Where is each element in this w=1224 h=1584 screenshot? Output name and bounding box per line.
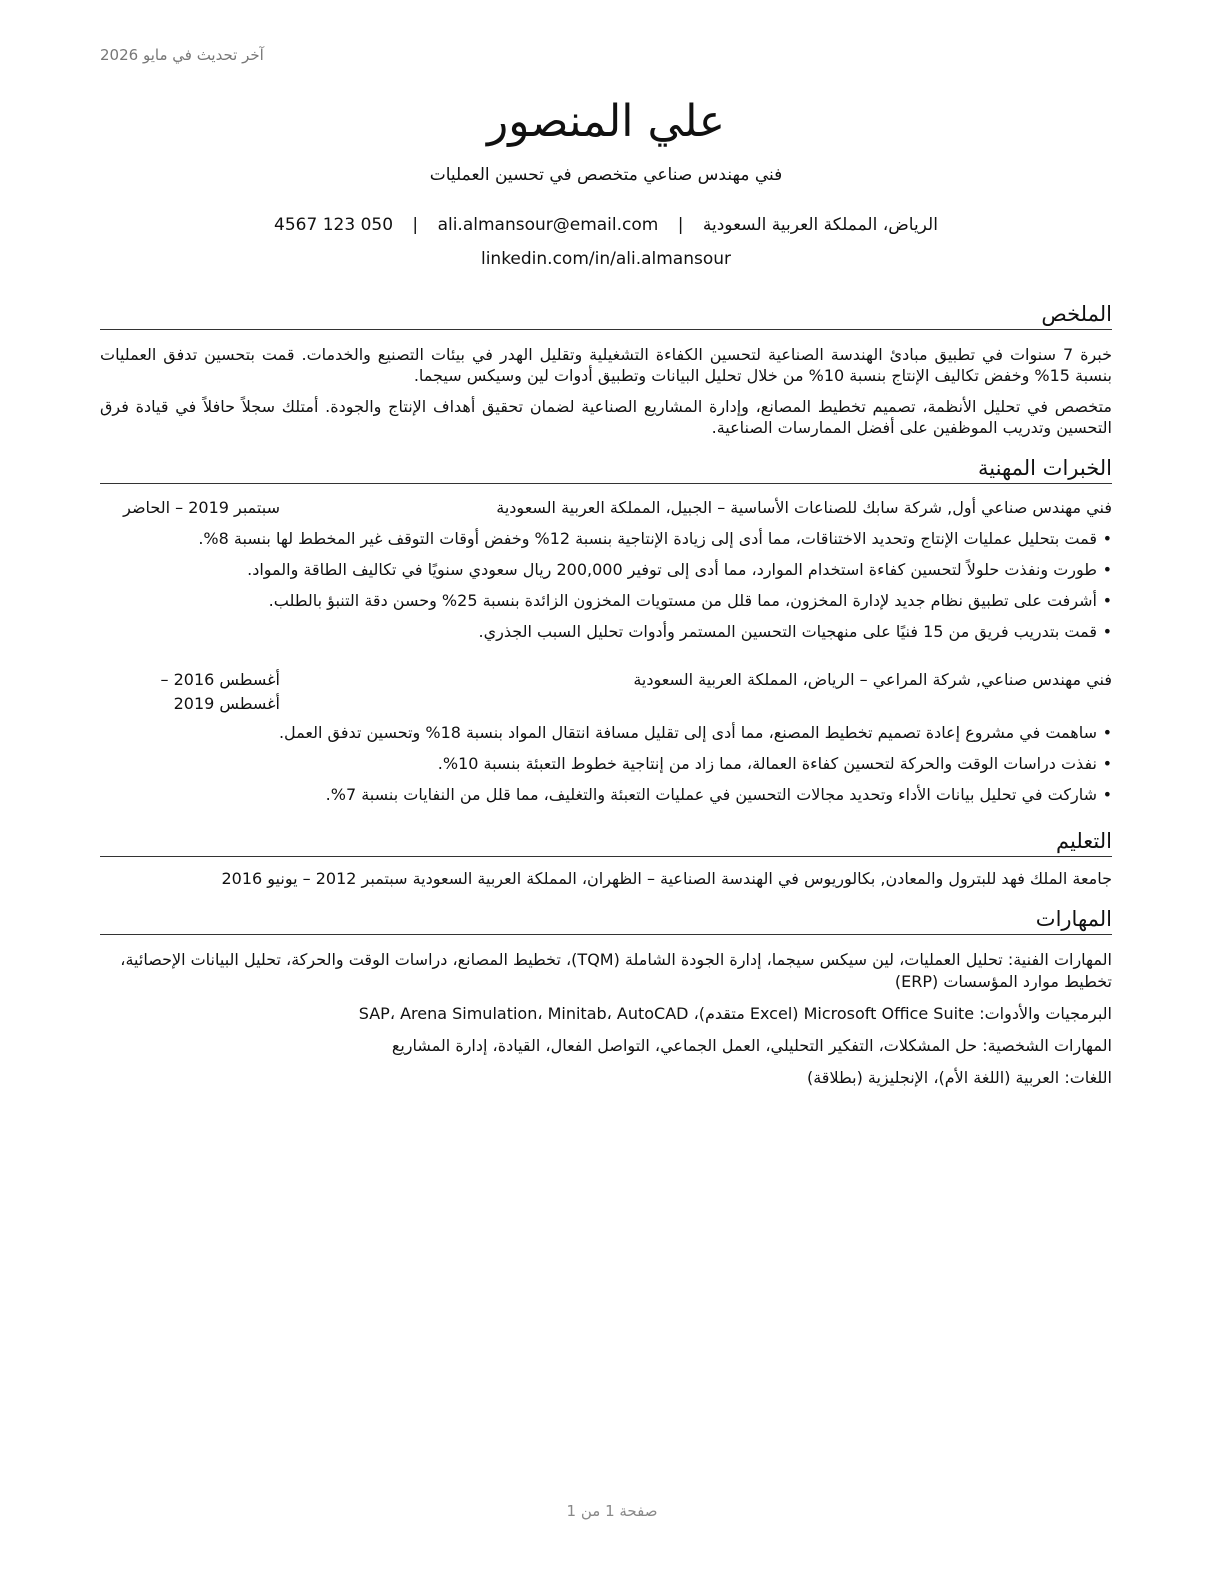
- job-dates: سبتمبر 2019 – الحاضر: [123, 498, 280, 517]
- contact-phone: 4567 123 050: [274, 215, 394, 235]
- summary-heading: الملخص: [100, 300, 1112, 330]
- skills-technical: المهارات الفنية: تحليل العمليات، لين سيكس سيجما، إدارة الجودة الشاملة (TQM)، تخطيط المصانع، دراسات الوقت والحركة، تحليل البيانات الإحصائية، تخطيط موارد المؤسسات (ERP): [120, 950, 1112, 991]
- candidate-subtitle: فني مهندس صناعي متخصص في تحسين العمليات: [429, 165, 783, 185]
- job-title: فني مهندس صناعي أول, شركة سابك للصناعات الأساسية – الجبيل، المملكة العربية السعودية: [496, 498, 1112, 517]
- candidate-name: علي المنصور: [487, 96, 725, 147]
- education-heading: التعليم: [100, 827, 1112, 857]
- summary-section: [100, 344, 1112, 438]
- contact-separator: |: [677, 215, 684, 235]
- contact-location: الرياض، المملكة العربية السعودية: [702, 215, 938, 235]
- job-dates: أغسطس 2016 – أغسطس 2019: [160, 670, 280, 713]
- job-entry: [100, 668, 1112, 805]
- job-bullet: • قمت بتدريب فريق من 15 فنيًا على منهجيات التحسين المستمر وأدوات تحليل السبب الجذري.: [100, 621, 1112, 642]
- contact-line-1: [100, 208, 1112, 242]
- job-bullets: [100, 528, 1112, 642]
- contact-info: [100, 208, 1112, 276]
- job-title: فني مهندس صناعي, شركة المراعي – الرياض، المملكة العربية السعودية: [633, 670, 1112, 689]
- summary-paragraph: خبرة 7 سنوات في تطبيق مبادئ الهندسة الصناعية لتحسين الكفاءة التشغيلية وتقليل الهدر في بيئات التصنيع والخدمات. قمت بتحسين تدفق العمليات بنسبة 15% وخفض تكاليف الإنتاج بنسبة 10% من خلال تحليل البيانات وتطبيق أدوات لين وسيكس سيجما.: [100, 345, 1113, 385]
- education-entry: جامعة الملك فهد للبترول والمعادن, بكالوريوس في الهندسة الصناعية – الظهران، المملكة العربية السعودية سبتمبر 2012 – يونيو 2016: [221, 869, 1112, 888]
- job-bullet: • قمت بتحليل عمليات الإنتاج وتحديد الاختناقات، مما أدى إلى زيادة الإنتاجية بنسبة 12% وخفض أوقات التوقف غير المخطط لها بنسبة 8%.: [100, 528, 1112, 549]
- skills-soft: المهارات الشخصية: حل المشكلات، التفكير التحليلي، العمل الجماعي، التواصل الفعال، القيادة، إدارة المشاريع: [391, 1036, 1112, 1055]
- job-entry: [100, 496, 1112, 642]
- job-bullet: • شاركت في تحليل بيانات الأداء وتحديد مجالات التحسين في عمليات التعبئة والتغليف، مما قلل من النفايات بنسبة 7%.: [100, 784, 1112, 805]
- contact-linkedin[interactable]: linkedin.com/in/ali.almansour: [480, 249, 732, 269]
- job-bullet: • نفذت دراسات الوقت والحركة لتحسين كفاءة العمالة، مما زاد من إنتاجية خطوط التعبئة بنسبة 10%.: [100, 753, 1112, 774]
- last-updated: آخر تحديث في مايو 2026: [100, 46, 264, 64]
- job-bullet: • ساهمت في مشروع إعادة تصميم تخطيط المصنع، مما أدى إلى تقليل مسافة انتقال المواد بنسبة 18% وتحسين تدفق العمل.: [100, 722, 1112, 743]
- job-header: [100, 496, 1112, 520]
- page-number: صفحة 1 من 1: [566, 1502, 658, 1520]
- skills-heading: المهارات: [100, 905, 1112, 935]
- contact-email[interactable]: ali.almansour@email.com: [437, 215, 659, 235]
- job-bullets: [100, 722, 1112, 805]
- contact-separator: |: [412, 215, 419, 235]
- job-bullet: • أشرفت على تطبيق نظام جديد لإدارة المخزون، مما قلل من مستويات المخزون الزائدة بنسبة 25% وحسن دقة التنبؤ بالطلب.: [100, 590, 1112, 611]
- summary-paragraph: متخصص في تحليل الأنظمة، تصميم تخطيط المصانع، وإدارة المشاريع الصناعية لضمان تحقيق أهداف الإنتاج والجودة. أمتلك سجلاً حافلاً في قيادة فرق التحسين وتدريب الموظفين على أفضل الممارسات الصناعية.: [100, 397, 1112, 437]
- resume-content: [100, 0, 1112, 1089]
- job-header: [100, 668, 1112, 716]
- skills-software: البرمجيات والأدوات: Microsoft Office Suite (Excel متقدم)، SAP، Arena Simulation، Minitab، AutoCAD: [358, 1004, 1112, 1023]
- job-bullet: • طورت ونفذت حلولاً لتحسين كفاءة استخدام الموارد، مما أدى إلى توفير 200,000 ريال سعودي سنويًا في تكاليف الطاقة والمواد.: [100, 559, 1112, 580]
- experience-heading: الخبرات المهنية: [100, 454, 1112, 484]
- skills-languages: اللغات: العربية (اللغة الأم)، الإنجليزية (بطلاقة): [806, 1068, 1112, 1087]
